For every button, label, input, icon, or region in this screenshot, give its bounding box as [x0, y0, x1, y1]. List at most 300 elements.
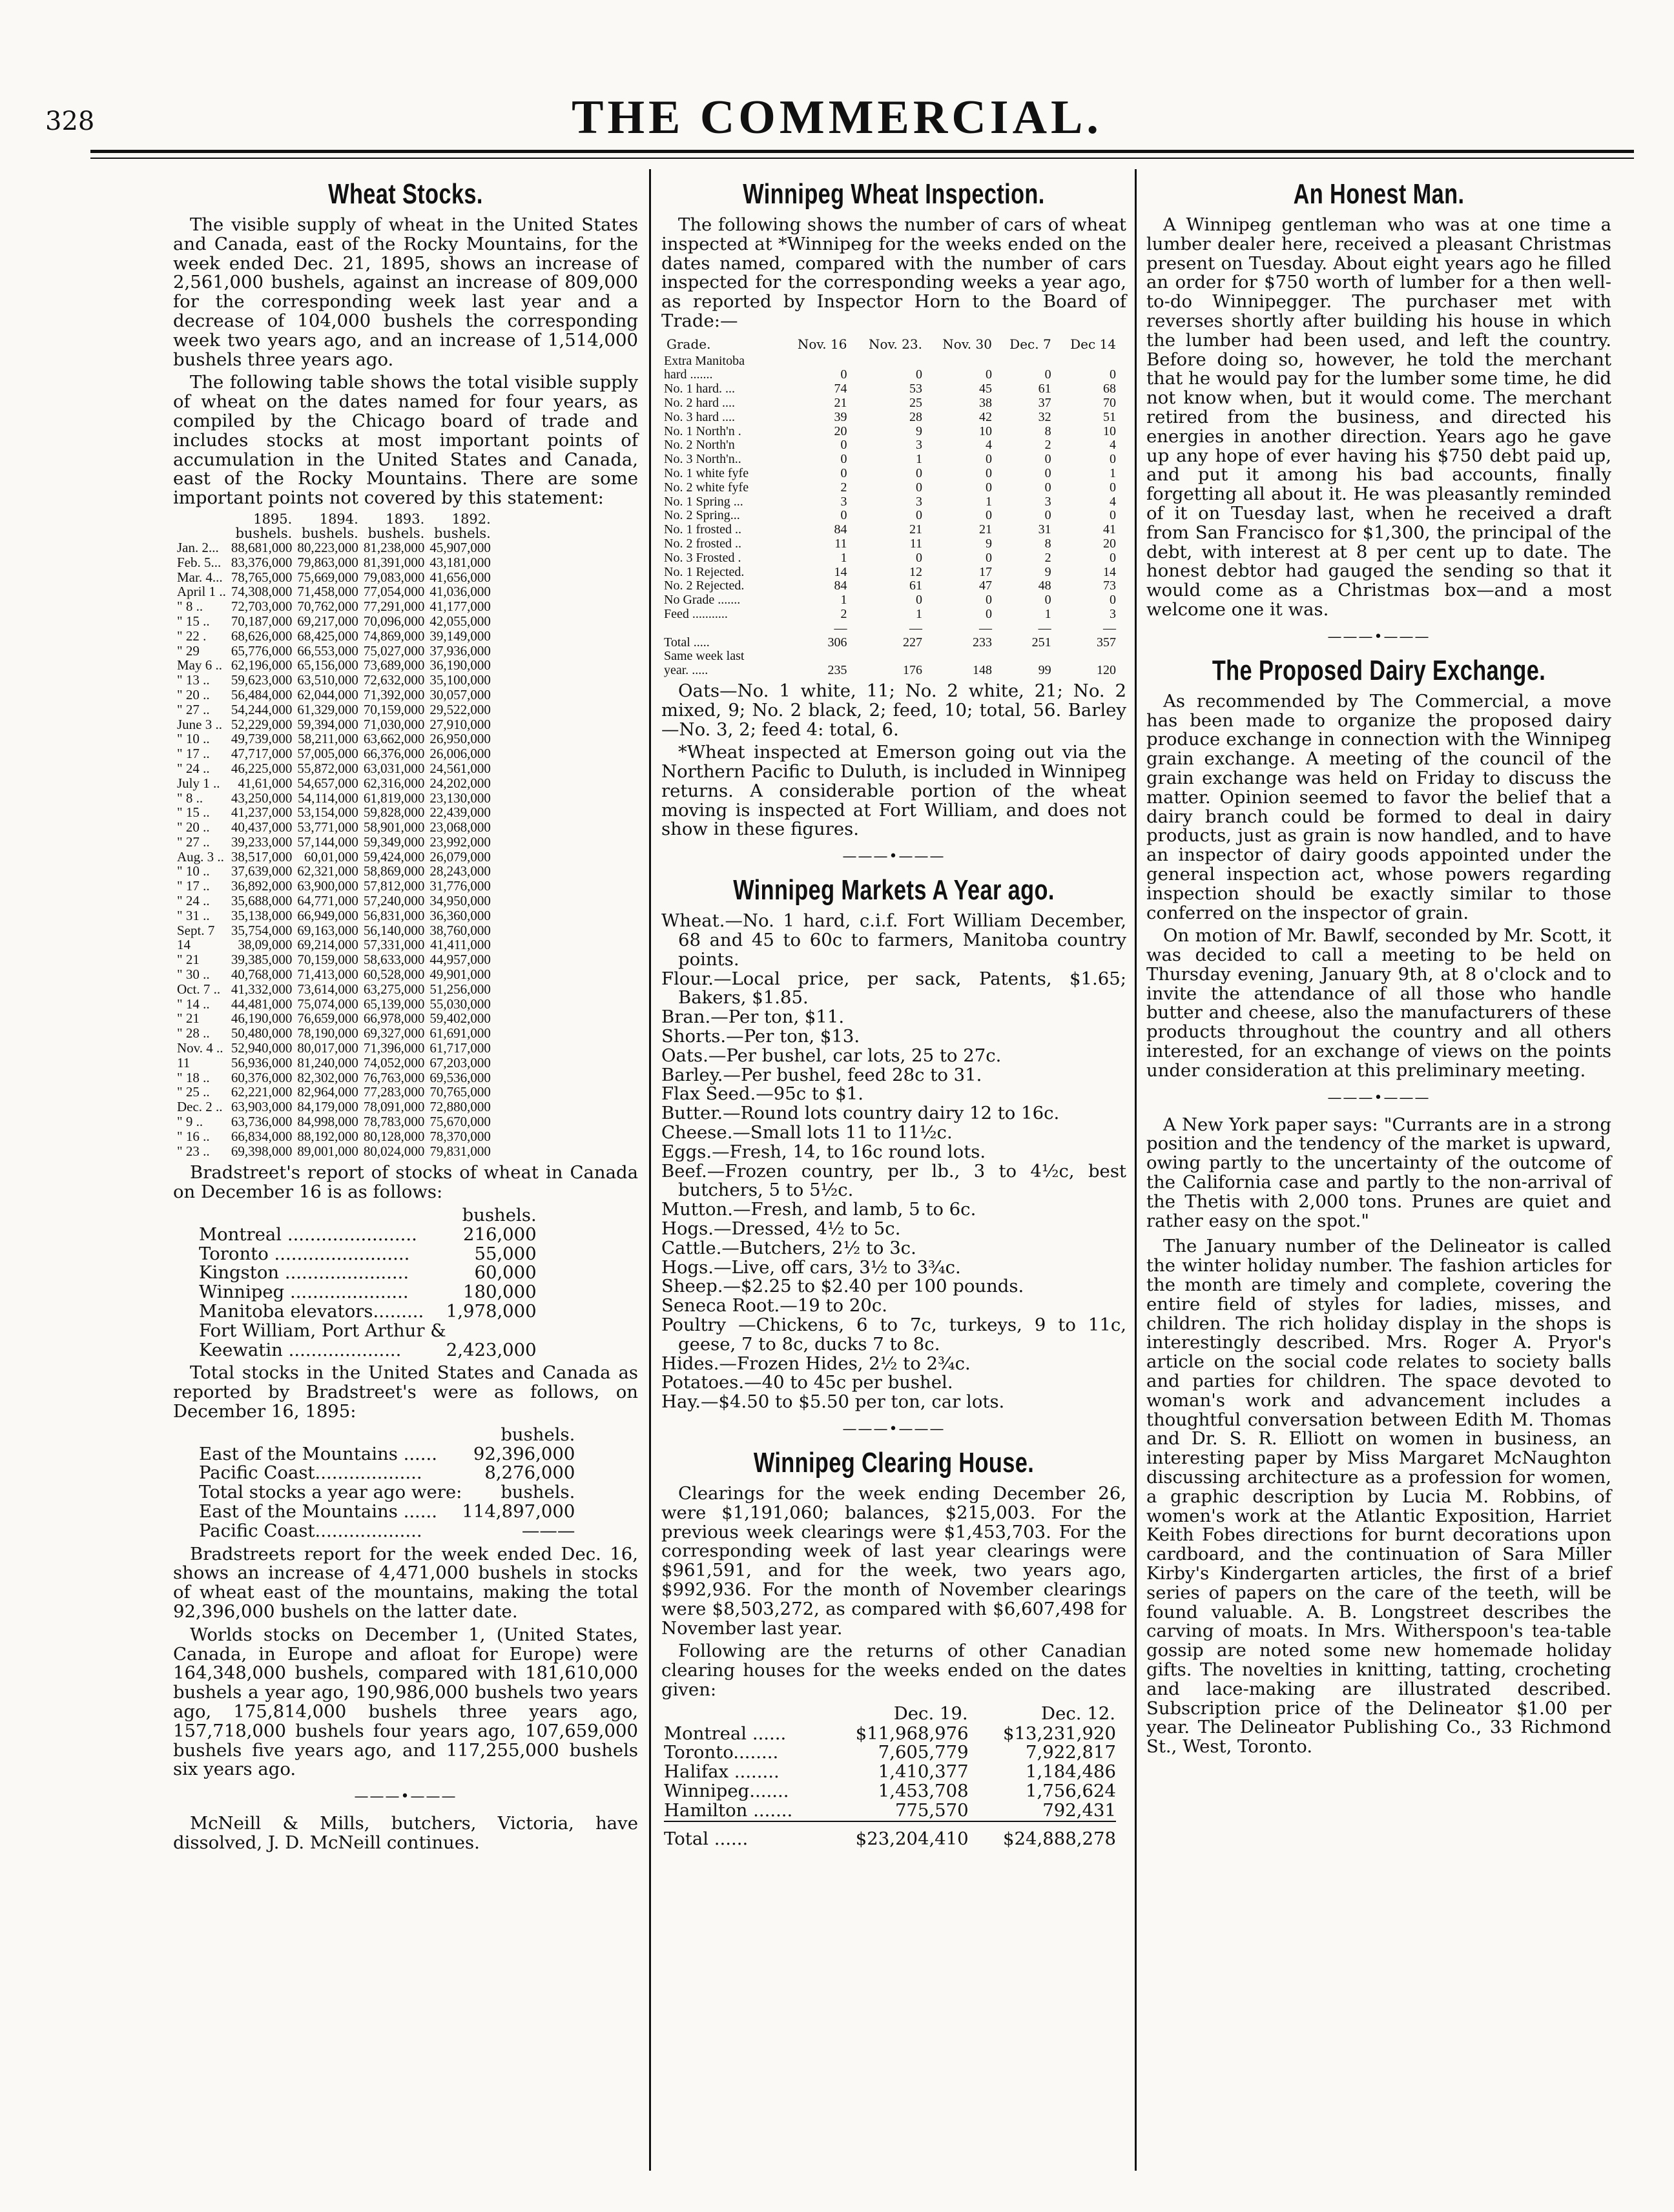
table-cell: Jan. 2... — [177, 539, 219, 555]
table-cell: 82,302,000 — [297, 1069, 358, 1085]
table-cell: 1 — [840, 550, 847, 565]
table-cell: 69,398,000 — [231, 1143, 293, 1159]
table-cell: 14 — [1103, 564, 1116, 579]
table-cell: 17 — [978, 564, 992, 579]
table-cell: 69,214,000 — [297, 937, 358, 953]
honest-man-paragraph: A Winnipeg gentleman who was at one time a lumber dealer here, received a pleasant Christmas present on Tuesday. About eight years ago he filled an order for $750 worth of lumber for a then well-to-do Winnipegger. The purchaser met with reverses shortly after building his house in which the lumber had been used, and left the country. Before doing so, however, he told the merchant that he would pay for the lumber some time, he did not know when, but it would come. The merchant retired from the business, and directed his energies in another direction. Years ago he gave up any hope of ever having his $750 debt paid up, and put it among his bad accounts, finally forgetting all about it. He was pleasantly reminded of it on Tuesday last, when he received a draft from San Francisco for $1,300, the principal of the debt, with interest at 8 per cent up to date. The honest debtor had gauged the sending so that it would come as a Christmas box—and a most welcome one it was. — [1146, 214, 1611, 620]
table-row — [177, 923, 491, 938]
table-row — [177, 1144, 491, 1159]
table-row — [177, 1100, 491, 1114]
market-item: Hogs.—Dressed, 4½ to 5c. — [661, 1218, 901, 1240]
table-cell: 53 — [909, 382, 922, 396]
table-cell: Same week last — [664, 649, 745, 664]
table-cell: 74,869,000 — [363, 628, 425, 644]
market-item: Seneca Root.—19 to 20c. — [661, 1295, 887, 1316]
table-cell: 26,006,000 — [429, 746, 491, 762]
table-cell: 65,139,000 — [363, 996, 425, 1012]
market-item: Flour.—Local price, per sack, Patents, $1.65; Bakers, $1.85. — [661, 968, 1126, 1009]
table-cell: 38,09,000 — [238, 937, 293, 953]
table-cell: 21 — [834, 395, 847, 410]
table-cell: Feed ........... — [664, 606, 728, 621]
table-row — [177, 997, 491, 1012]
masthead: THE COMMERCIAL. — [572, 91, 1102, 144]
column-header: Nov. 23. — [868, 336, 922, 352]
table-cell: 79,083,000 — [363, 569, 425, 585]
table-cell: 80,024,000 — [363, 1143, 425, 1159]
table-cell: 10 — [1103, 424, 1116, 438]
table-cell: 0 — [840, 367, 847, 382]
table-cell: 2 — [840, 606, 847, 621]
table-cell: 40,437,000 — [231, 819, 293, 835]
table-cell: 72,880,000 — [429, 1099, 491, 1115]
table-cell: " 20 .. — [177, 819, 210, 835]
table-cell: 26,950,000 — [429, 731, 491, 747]
table-cell: 0 — [915, 480, 922, 495]
table-row — [177, 952, 491, 967]
table-row — [664, 382, 1116, 396]
table-cell: 39,233,000 — [231, 834, 293, 850]
column-header: Dec 14 — [1070, 336, 1116, 352]
table-cell: 36,190,000 — [429, 657, 491, 673]
table-cell: Aug. 3 .. — [177, 848, 224, 865]
table-cell: 3 — [1044, 494, 1051, 509]
table-cell: " 17 .. — [177, 878, 210, 894]
table-cell: 37 — [1038, 395, 1051, 410]
table-row — [177, 850, 491, 865]
table-cell: 42 — [978, 409, 992, 424]
clearing-paragraph: Following are the returns of other Canadian clearing houses for the weeks ended on the dates given: — [661, 1641, 1126, 1700]
table-cell: 51,256,000 — [429, 981, 491, 997]
table-cell: 79,863,000 — [297, 554, 358, 570]
table-cell: 70,159,000 — [363, 701, 425, 717]
table-cell: 63,510,000 — [297, 672, 358, 688]
table-cell: 67,203,000 — [429, 1054, 491, 1070]
table-row — [177, 1011, 491, 1026]
table-row — [664, 650, 1116, 664]
table-cell: 31,776,000 — [429, 878, 491, 894]
list-item — [199, 1245, 537, 1264]
table-cell: 62,321,000 — [297, 863, 358, 879]
table-row — [177, 1041, 491, 1056]
table-cell: 0 — [840, 508, 847, 523]
table-cell: 36,360,000 — [429, 907, 491, 923]
table-cell: 7,605,779 — [878, 1742, 969, 1763]
table-cell: 60,528,000 — [363, 967, 425, 983]
table-cell: 41,411,000 — [430, 937, 491, 953]
table-row — [177, 732, 491, 746]
table-cell: 70,765,000 — [429, 1084, 491, 1100]
table-row — [664, 523, 1116, 537]
table-cell: 0 — [1110, 550, 1116, 565]
table-cell: 74,052,000 — [363, 1054, 425, 1070]
table-cell: 52,229,000 — [231, 716, 293, 732]
table-cell: 54,244,000 — [231, 701, 293, 717]
table-cell: 1,756,624 — [1026, 1780, 1116, 1801]
table-cell: 0 — [1110, 508, 1116, 523]
table-cell: 39 — [834, 409, 847, 424]
table-row — [664, 354, 1116, 369]
table-cell: 22,439,000 — [429, 804, 491, 821]
table-cell: 8 — [1044, 424, 1051, 438]
table-cell: East of the Mountains ...... — [199, 1443, 438, 1464]
table-cell: 41,237,000 — [231, 804, 293, 821]
column-divider — [1135, 169, 1137, 2171]
table-cell: 68,425,000 — [297, 628, 358, 644]
table-cell: 1 — [840, 593, 847, 608]
table-cell: Nov. 4 .. — [177, 1040, 223, 1056]
table-cell: 357 — [1097, 635, 1116, 650]
table-cell: 38,760,000 — [429, 922, 491, 938]
table-cell: 3 — [915, 438, 922, 453]
table-cell: 23,992,000 — [429, 834, 491, 850]
table-cell: " 22 . — [177, 628, 207, 644]
column-header — [664, 1704, 821, 1725]
table-cell: Fort William, Port Arthur & — [199, 1320, 446, 1341]
table-cell: 114,897,000 — [462, 1500, 575, 1522]
table-cell: June 3 .. — [177, 716, 222, 732]
table-cell: 58,869,000 — [363, 863, 425, 879]
market-item: Hay.—$4.50 to $5.50 per ton, car lots. — [661, 1391, 1005, 1413]
separator: ———•——— — [842, 1421, 946, 1437]
table-cell: 11 — [177, 1054, 191, 1070]
table-cell: Halifax ........ — [664, 1761, 780, 1783]
table-row — [177, 805, 491, 820]
table-cell: " 28 .. — [177, 1025, 210, 1041]
table-cell: 35,138,000 — [231, 907, 293, 923]
table-cell: 0 — [840, 452, 847, 467]
table-cell: 62,196,000 — [231, 657, 293, 673]
table-cell: 62,316,000 — [363, 775, 425, 791]
clearing-table — [664, 1704, 1116, 1849]
table-cell: " 17 .. — [177, 746, 210, 762]
table-cell: 80,128,000 — [363, 1128, 425, 1144]
table-cell: 77,054,000 — [363, 584, 425, 600]
market-item: Butter.—Round lots country dairy 12 to 16c. — [661, 1103, 1060, 1124]
table-row — [177, 879, 491, 894]
table-cell: 77,283,000 — [363, 1084, 425, 1100]
table-cell: No. 3 hard .... — [664, 409, 735, 424]
canada-stocks-table — [199, 1206, 537, 1360]
table-cell: 235 — [827, 663, 847, 678]
table-row — [177, 776, 491, 791]
table-cell: 75,670,000 — [429, 1114, 491, 1130]
table-cell: 227 — [902, 635, 922, 650]
table-cell: 70 — [1103, 395, 1116, 410]
table-cell: " 25 .. — [177, 1084, 210, 1100]
table-cell: 59,623,000 — [231, 672, 293, 688]
page-number: 328 — [45, 107, 95, 136]
table-cell: " 24 .. — [177, 760, 210, 776]
table-cell: 58,901,000 — [363, 819, 425, 835]
table-row — [177, 1085, 491, 1100]
table-cell: 1 — [915, 452, 922, 467]
table-cell: 39,149,000 — [429, 628, 491, 644]
column-header: 1894. — [319, 511, 358, 527]
column-1 — [173, 174, 638, 1857]
table-cell: 1 — [915, 606, 922, 621]
list-item — [199, 1502, 575, 1522]
table-cell: No. 3 Frosted . — [664, 550, 741, 565]
table-row — [664, 608, 1116, 622]
table-cell: 56,831,000 — [363, 907, 425, 923]
visible-supply-table — [177, 512, 491, 1158]
table-row — [177, 584, 491, 599]
table-cell: Toronto........ — [664, 1742, 779, 1763]
table-cell: 55,872,000 — [297, 760, 358, 776]
table-cell: 56,484,000 — [231, 686, 293, 702]
list-item — [199, 1225, 537, 1245]
delineator-paragraph: The January number of the Delineator is called the winter holiday number. The fashion articles for the month are timely and complete, covering the entire field of styles for ladies, misses, and children. The rich holiday display in the shops is interestingly described. Mrs. Roger A. Pryor's article on the social code relates to society balls and parties for children. The space devoted to woman's work and advancement includes a thoughtful conversation between Edith M. Thomas and Dr. S. R. Elliott on women in business, an interesting paper by Miss Margaret McNaughton discussing architecture as a profession for women, a graphic description by Lucia M. Robbins, of women's work at the Atlantic Exposition, Harriet Keith Fobes directions for burnt decorations upon cardboard, and the continuation of Sara Miller Kirby's Kindergarten articles, the first of a brief series of papers on the care of the teeth, will be found valuable. A. B. Longstreet describes the carving of moats. In Mrs. Witherspoon's tea-table gossip are noted some new homemade holiday gifts. The novelties in knitting, tatting, crocheting and lace-making are illustrated described. Subscription price of the Delineator $1.00 per year. The Delineator Publishing Co., 33 Richmond St., West, Toronto. — [1146, 1236, 1611, 1757]
table-cell: No. 3 North'n.. — [664, 452, 741, 467]
table-cell: 2 — [1044, 550, 1051, 565]
table-cell: 27,910,000 — [429, 716, 491, 732]
table-cell: 76,659,000 — [297, 1010, 358, 1027]
table-cell: 43,181,000 — [429, 554, 491, 570]
table-cell: 74 — [834, 382, 847, 396]
column-unit: bushels. — [433, 525, 491, 541]
table-cell: 59,349,000 — [363, 834, 425, 850]
table-cell: 36,892,000 — [231, 878, 293, 894]
table-cell: July 1 .. — [177, 775, 220, 791]
market-item: Cheese.—Small lots 11 to 11½c. — [661, 1122, 953, 1143]
table-cell: 4 — [985, 438, 992, 453]
dash-cell: — — [909, 620, 922, 635]
markets-title: Winnipeg Markets A Year ago. — [733, 874, 1055, 906]
table-cell: 24,202,000 — [429, 775, 491, 791]
table-cell: 38 — [978, 395, 992, 410]
table-row — [177, 658, 491, 673]
inspection-table — [664, 335, 1116, 678]
table-cell: 0 — [1110, 593, 1116, 608]
table-cell: 57,812,000 — [363, 878, 425, 894]
table-cell: Total stocks a year ago were: — [199, 1482, 462, 1503]
table-cell: Toronto ........................ — [199, 1243, 410, 1264]
table-cell: 26,079,000 — [429, 848, 491, 865]
table-cell: 9 — [985, 536, 992, 551]
table-cell: Keewatin .................... — [199, 1339, 402, 1360]
table-cell: 9 — [1044, 564, 1051, 579]
table-cell: 8 — [1044, 536, 1051, 551]
table-row — [177, 614, 491, 629]
table-cell: 78,190,000 — [297, 1025, 358, 1041]
table-cell: No. 2 frosted .. — [664, 536, 741, 551]
table-cell: 21 — [909, 522, 922, 537]
table-cell: 79,831,000 — [429, 1143, 491, 1159]
table-cell: Winnipeg....... — [664, 1780, 789, 1801]
table-cell: 1,184,486 — [1026, 1761, 1116, 1783]
table-cell: 59,424,000 — [363, 848, 425, 865]
table-cell: " 8 .. — [177, 599, 203, 615]
table-row — [177, 982, 491, 997]
table-cell: " 15 .. — [177, 804, 210, 821]
table-cell: 180,000 — [462, 1282, 537, 1303]
table-cell: Manitoba elevators......... — [199, 1301, 424, 1322]
market-item: Sheep.—$2.25 to $2.40 per 100 pounds. — [661, 1276, 1024, 1297]
table-cell: 0 — [1044, 367, 1051, 382]
table-row — [177, 864, 491, 879]
currants-paragraph: A New York paper says: "Currants are in a strong position and the tendency of the market is upward, owing partly to the uncertainty of the outcome of the California case and partly to the non-arrival of the Thetis with 2,000 tons. Prunes are quiet and rather easy on the spot." — [1146, 1114, 1611, 1231]
table-cell: 0 — [915, 550, 922, 565]
table-cell: 28 — [909, 409, 922, 424]
table-cell: 71,392,000 — [363, 686, 425, 702]
table-cell: " 10 .. — [177, 863, 210, 879]
table-cell: 81,391,000 — [363, 554, 425, 570]
table-cell: " 16 .. — [177, 1128, 210, 1144]
table-cell: 76,763,000 — [363, 1069, 425, 1085]
table-cell: " 23 .. — [177, 1143, 210, 1159]
table-cell: 0 — [915, 367, 922, 382]
market-item: Beef.—Frozen country, per lb., 3 to 4½c, best butchers, 5 to 5½c. — [661, 1160, 1126, 1201]
table-cell: 70,762,000 — [297, 599, 358, 615]
table-cell: 50,480,000 — [231, 1025, 293, 1041]
table-cell: 40,768,000 — [231, 967, 293, 983]
table-cell: Montreal ....................... — [199, 1224, 417, 1245]
table-cell: 46,225,000 — [231, 760, 293, 776]
table-cell: 66,949,000 — [297, 907, 358, 923]
table-cell: 49,901,000 — [429, 967, 491, 983]
list-item — [199, 1483, 575, 1502]
table-row — [664, 438, 1116, 453]
market-item: Barley.—Per bushel, feed 28c to 31. — [661, 1064, 982, 1085]
table-cell: 78,370,000 — [429, 1128, 491, 1144]
table-cell: 61,329,000 — [297, 701, 358, 717]
table-cell: 70,159,000 — [297, 952, 358, 968]
table-cell: 73,689,000 — [363, 657, 425, 673]
table-cell: 51 — [1103, 409, 1116, 424]
table-row — [177, 629, 491, 644]
table-cell: May 6 .. — [177, 657, 222, 673]
table-cell: Winnipeg ..................... — [199, 1282, 409, 1303]
table-cell: 32 — [1038, 409, 1051, 424]
table-cell: Total ..... — [664, 635, 710, 650]
table-cell: Kingston ...................... — [199, 1262, 409, 1284]
table-cell: 69,536,000 — [429, 1069, 491, 1085]
dairy-paragraph: On motion of Mr. Bawlf, seconded by Mr. Scott, it was decided to call a meeting to be held on Thursday evening, January 9th, at 8 o'clock and to invite the attendance of all those who handle butter and cheese, also the manufacturers of these products throughout the country and all others interested, for an exchange of views on the points under consideration at this preliminary meeting. — [1146, 925, 1611, 1081]
table-cell: 251 — [1031, 635, 1051, 650]
table-cell: No. 1 North'n . — [664, 424, 741, 438]
table-cell: 3 — [840, 494, 847, 509]
table-cell: 59,394,000 — [297, 716, 358, 732]
table-cell: 7,922,817 — [1026, 1742, 1116, 1763]
table-row — [664, 481, 1116, 495]
table-cell: 71,413,000 — [297, 967, 358, 983]
table-cell: 88,192,000 — [297, 1128, 358, 1144]
table-row — [177, 835, 491, 850]
table-cell: 11 — [909, 536, 922, 551]
table-cell: 69,217,000 — [297, 613, 358, 629]
table-cell: 92,396,000 — [473, 1443, 575, 1464]
table-header — [664, 335, 1116, 354]
table-row — [664, 467, 1116, 481]
table-row — [177, 908, 491, 923]
table-cell: 120 — [1097, 663, 1116, 678]
table-row — [177, 1056, 491, 1070]
table-cell: 24,561,000 — [429, 760, 491, 776]
table-cell: 41,036,000 — [429, 584, 491, 600]
total-stocks-intro: Total stocks in the United States and Canada as reported by Bradstreet's were as follows, on December 16, 1895: — [173, 1362, 638, 1422]
table-row — [664, 579, 1116, 593]
table-row — [664, 368, 1116, 382]
table-cell: 0 — [1044, 466, 1051, 480]
table-cell: 0 — [915, 593, 922, 608]
column-header: Dec. 7 — [1009, 336, 1051, 352]
table-cell: 82,964,000 — [297, 1084, 358, 1100]
table-cell: 306 — [827, 635, 847, 650]
list-item — [199, 1302, 537, 1322]
table-cell: 71,458,000 — [297, 584, 358, 600]
unit-label: bushels. — [501, 1424, 575, 1445]
table-cell: 176 — [902, 663, 922, 678]
table-row — [664, 1763, 1116, 1782]
table-cell: No. 2 hard .... — [664, 395, 735, 410]
table-cell — [992, 354, 1051, 369]
table-cell: 57,005,000 — [297, 746, 358, 762]
table-cell: 41,177,000 — [429, 599, 491, 615]
list-item — [199, 1341, 537, 1360]
column-header: 1893. — [386, 511, 425, 527]
table-cell: 64,771,000 — [297, 893, 358, 909]
table-cell: 20 — [1103, 536, 1116, 551]
table-cell: 47 — [978, 579, 992, 593]
table-cell: 792,431 — [1042, 1799, 1116, 1821]
table-cell: 23,068,000 — [429, 819, 491, 835]
separator: ———•——— — [842, 848, 946, 865]
table-cell: 78,091,000 — [363, 1099, 425, 1115]
table-cell: 0 — [1044, 480, 1051, 495]
table-row — [177, 688, 491, 702]
table-cell: 61,691,000 — [429, 1025, 491, 1041]
inspection-intro: The following shows the number of cars of wheat inspected at *Winnipeg for the weeks ended on the dates named, compared with the number of cars inspected for the corresponding weeks a year ago, as reported by Inspector Horn to the Board of Trade:— — [661, 214, 1126, 331]
table-cell: 28,243,000 — [429, 863, 491, 879]
table-cell: 61 — [909, 579, 922, 593]
markets-list — [661, 912, 1126, 1412]
table-row — [664, 425, 1116, 439]
table-cell: 61 — [1038, 382, 1051, 396]
column-header: Dec. 12. — [1041, 1703, 1115, 1724]
table-cell: 73,614,000 — [297, 981, 358, 997]
table-cell: 0 — [840, 438, 847, 453]
column-header: 1895. — [253, 511, 293, 527]
table-row — [664, 1782, 1116, 1801]
table-cell: No. 1 frosted .. — [664, 522, 741, 537]
table-cell: " 29 — [177, 642, 200, 659]
table-cell: 0 — [915, 508, 922, 523]
table-cell: Extra Manitoba — [664, 353, 745, 368]
table-cell: 1 — [1044, 606, 1051, 621]
table-cell: 63,662,000 — [363, 731, 425, 747]
table-cell: 41,656,000 — [429, 569, 491, 585]
table-row — [177, 937, 491, 952]
table-cell: No. 1 white fyfe — [664, 466, 749, 480]
table-cell: Mar. 4... — [177, 569, 223, 585]
table-cell: 23,130,000 — [429, 790, 491, 806]
column-header: Dec. 19. — [893, 1703, 968, 1724]
table-row — [177, 1026, 491, 1041]
table-cell: 31 — [1038, 522, 1051, 537]
table-cell: 20 — [834, 424, 847, 438]
table-row-dashes — [664, 622, 1116, 636]
table-row — [177, 1114, 491, 1129]
table-cell: 56,936,000 — [231, 1054, 293, 1070]
wheat-stocks-paragraph: The visible supply of wheat in the United States and Canada, east of the Rocky Mountains, for the week ended Dec. 21, 1895, shows an increase of 2,561,000 bushels, against an increase of 809,000 for the corresponding week last year and a decrease of 104,000 bushels the corresponding week two years ago, and an increase of 1,514,000 bushels three years ago. — [173, 214, 638, 370]
table-cell: 1,978,000 — [446, 1301, 537, 1322]
table-cell: No. 1 Spring ... — [664, 494, 743, 509]
table-cell: 1,410,377 — [878, 1761, 969, 1783]
table-cell: 73 — [1103, 579, 1116, 593]
table-cell: 62,221,000 — [231, 1084, 293, 1100]
table-row — [664, 411, 1116, 425]
table-row — [664, 396, 1116, 411]
